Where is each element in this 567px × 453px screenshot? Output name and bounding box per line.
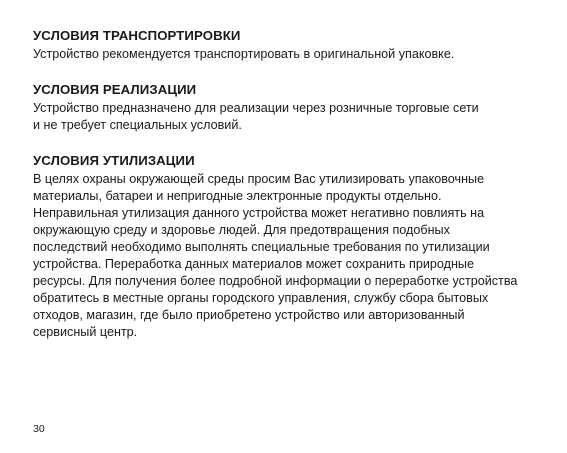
text-line: Устройство предназначено для реализации через розничные торговые сети [33, 101, 479, 115]
section-title: УСЛОВИЯ ТРАНСПОРТИРОВКИ [33, 28, 241, 43]
text-line: Неправильная утилизация данного устройства может негативно повлиять на [33, 206, 485, 220]
text-line: Устройство рекомендуется транспортировать в оригинальной упаковке. [33, 47, 455, 61]
text-line: последствий необходимо выполнять специальные требования по утилизации [33, 240, 490, 254]
text-line: окружающую среду и здоровье людей. Для предотвращения подобных [33, 223, 450, 237]
text-line: обратитесь в местные органы городского управления, службу сбора бытовых [33, 291, 489, 305]
section-title: УСЛОВИЯ УТИЛИЗАЦИИ [33, 153, 195, 168]
text-line: сервисный центр. [33, 325, 138, 339]
text-line: отходов, магазин, где было приобретено устройство или авторизованный [33, 308, 465, 322]
section-body [33, 171, 543, 341]
section-transportation [33, 27, 543, 63]
section-title: УСЛОВИЯ РЕАЛИЗАЦИИ [33, 82, 197, 97]
text-line: В целях охраны окружающей среды просим Вас утилизировать упаковочные [33, 172, 485, 186]
section-body [33, 100, 543, 134]
text-line: и не требует специальных условий. [33, 118, 242, 132]
page-number: 30 [33, 423, 45, 435]
section-sales [33, 81, 543, 134]
section-disposal [33, 152, 543, 341]
text-line: материалы, батареи и непригодные электронные продукты отдельно. [33, 189, 442, 203]
text-line: устройства. Переработка данных материалов может сохранить природные [33, 257, 474, 271]
text-line: ресурсы. Для получения более подробной информации о переработке устройства [33, 274, 518, 288]
section-body [33, 46, 543, 63]
document-page [33, 27, 543, 359]
